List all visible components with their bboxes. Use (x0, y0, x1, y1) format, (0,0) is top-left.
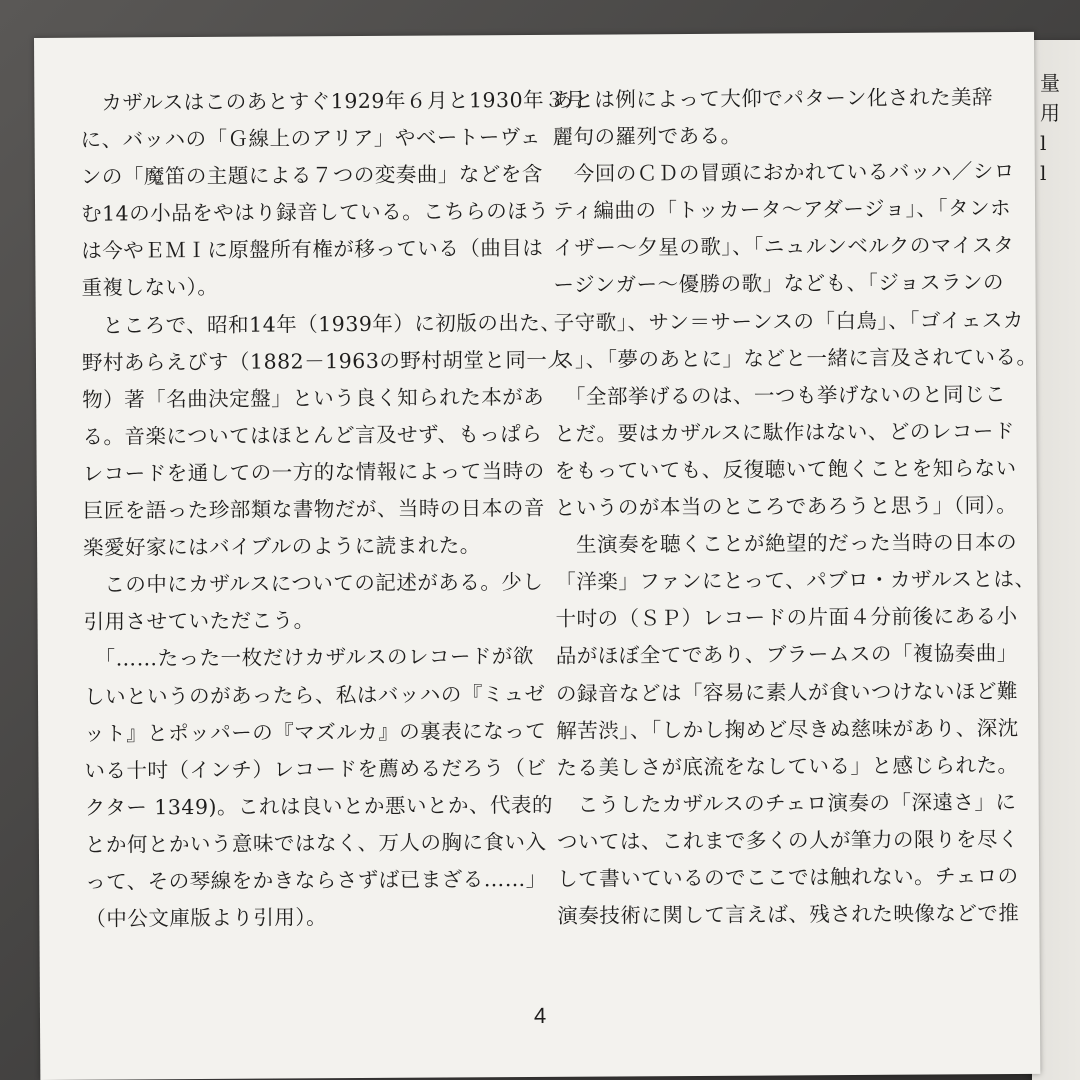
text-line: 生演奏を聴くことが絶望的だった当時の日本の (555, 530, 1018, 557)
text-line: む14の小品をやはり録音している。こちらのほう (81, 199, 550, 226)
text-line: 今回のＣＤの冒頭におかれているバッハ／シロ (552, 159, 1015, 187)
next-page-line: 用 (1040, 101, 1060, 125)
text-line: 解苦渋」、「しかし掬めど尽きぬ慈味があり、深沈 (556, 715, 1019, 743)
text-line: 楽愛好家にはバイブルのように読まれた。 (83, 533, 481, 560)
text-line: とだ。要はカザルスに駄作はない、どのレコード (554, 418, 1015, 446)
text-line: して書いているのでここでは触れない。チェロの (557, 863, 1019, 891)
text-line: に、バッハの「Ｇ線上のアリア」やベートーヴェ (80, 124, 542, 152)
left-text-column (80, 82, 591, 938)
next-page-line: l (1040, 131, 1047, 155)
text-line: （中公文庫版より引用）。 (85, 905, 328, 931)
text-line: は今やＥＭＩに原盤所有権が移っている（曲目は (81, 236, 544, 264)
next-page-line: 量 (1040, 71, 1060, 95)
text-line: ス」、「夢のあとに」などと一緒に言及されている。 (553, 344, 1038, 372)
page-number: 4 (533, 1002, 547, 1028)
text-line: ージンガー～優勝の歌」なども、「ジョスランの (553, 270, 1005, 298)
text-line: 子守歌」、サン＝サーンスの「白鳥」、「ゴイェスカ (553, 307, 1024, 335)
text-line: というのが本当のところであろうと思う」（同）。 (554, 493, 1018, 520)
text-line: って、その琴線をかきならさずば已まざる……」 (85, 866, 547, 894)
text-line: あとは例によって大仰でパターン化された美辞 (552, 85, 994, 112)
text-line: たる美しさが底流をなしている」と感じられた。 (556, 752, 1019, 780)
text-line: 品がほぼ全てであり、ブラームスの「複協奏曲」 (555, 641, 1018, 669)
text-line: 重複しない）。 (81, 275, 219, 301)
text-line: しいというのがあったら、私はバッハの『ミュゼ (83, 681, 546, 709)
text-line: イザー～夕星の歌」、「ニュルンベルクのマイスタ (553, 233, 1015, 261)
text-line: ついては、これまで多くの人が筆力の限りを尽く (556, 826, 1019, 854)
next-page-text (1040, 68, 1060, 188)
text-line: ところで、昭和14年（1939年）に初版の出た、 (81, 310, 562, 338)
text-line: 「……たった一枚だけカザルスのレコードが欲 (83, 644, 534, 672)
text-line: いる十吋（インチ）レコードを薦めるだろう（ビ (84, 755, 547, 783)
text-line: をもっていても、反復聴いて飽くことを知らない (554, 455, 1017, 483)
text-line: 麗句の羅列である。 (552, 123, 742, 149)
text-line: 巨匠を語った珍部類な書物だが、当時の日本の音 (82, 495, 545, 523)
text-line: 「洋楽」ファンにとって、パブロ・カザルスとは、 (555, 567, 1036, 595)
text-line: 野村あらえびす（1882－1963の野村胡堂と同一人 (81, 347, 569, 375)
text-line: ット』とポッパーの『マズルカ』の裏表になって (84, 718, 547, 746)
text-line: こうしたカザルスのチェロ演奏の「深遠さ」に (556, 789, 1017, 817)
text-line: この中にカザルスについての記述がある。少し (83, 570, 544, 597)
text-line: ンの「魔笛の主題による７つの変奏曲」などを含 (80, 162, 543, 189)
text-line: クター 1349)。これは良いとか悪いとか、代表的 (84, 792, 554, 820)
right-text-column (552, 79, 1041, 935)
text-line: 引用させていただこう。 (83, 608, 315, 635)
text-line: ティ編曲の「トッカータ～アダージョ」、「タンホ (552, 196, 1012, 224)
next-page-line: l (1040, 161, 1047, 185)
text-line: る。音楽についてはほとんど言及せず、もっぱら (82, 421, 543, 449)
booklet-page (34, 32, 1040, 1080)
text-line: カザルスはこのあとすぐ1929年６月と1930年３月 (80, 87, 587, 115)
text-line: 十吋の（ＳＰ）レコードの片面４分前後にある小 (555, 604, 1018, 632)
text-line: レコードを通しての一方的な情報によって当時の (82, 458, 545, 486)
text-line: 物）著「名曲決定盤」という良く知られた本があ (82, 384, 545, 412)
text-line: 「全部挙げるのは、一つも挙げないのと同じこ (554, 381, 1007, 409)
text-line: 演奏技術に関して言えば、残された映像などで推 (557, 901, 1020, 928)
text-line: の録音などは「容易に素人が食いつけないほど難 (555, 678, 1019, 706)
text-line: とか何とかいう意味ではなく、万人の胸に食い入 (84, 829, 547, 857)
